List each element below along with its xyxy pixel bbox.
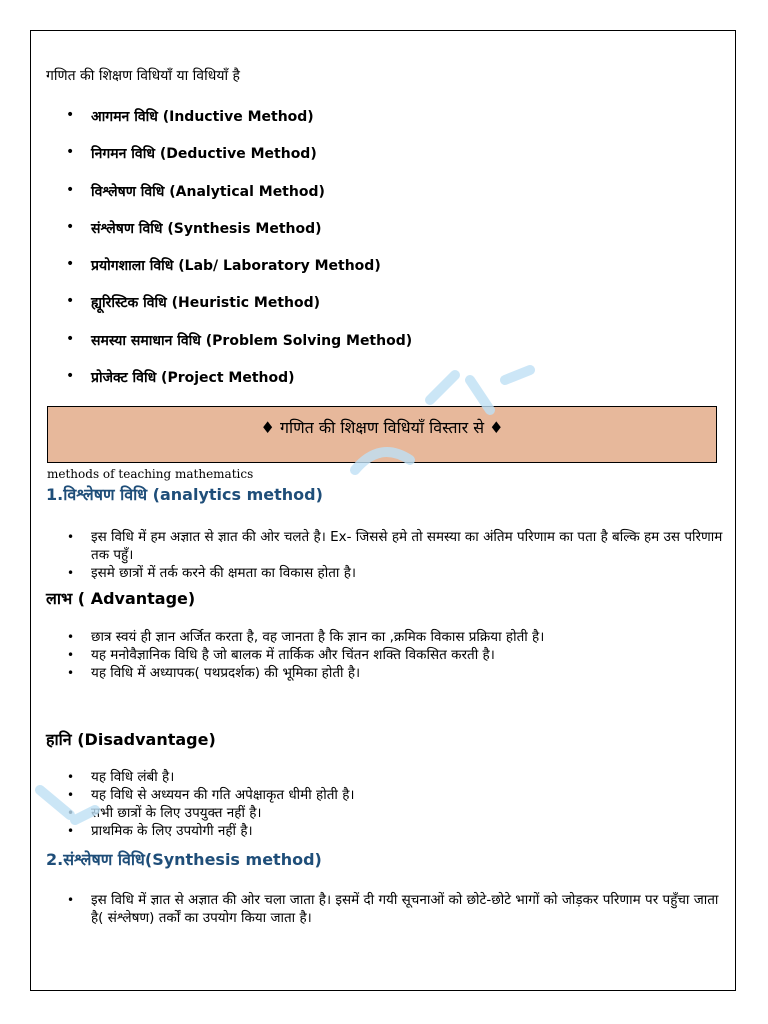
list-item: • आगमन विधि (Inductive Method) [91, 107, 412, 144]
english-caption: methods of teaching mathematics [47, 467, 254, 481]
list-item: • समस्या समाधान विधि (Problem Solving Method) [91, 331, 412, 368]
list-item: • यह मनोवैज्ञानिक विधि है जो बालक में तार्किक और चिंतन शक्ति विकसित करती है। [91, 646, 731, 664]
list-item: • ह्यूरिस्टिक विधि (Heuristic Method) [91, 293, 412, 330]
list-item: • प्रोजेक्ट विधि (Project Method) [91, 368, 412, 405]
analytic-points [91, 528, 731, 582]
advantage-title: लाभ ( Advantage) [46, 589, 196, 608]
list-item: • यह विधि से अध्ययन की गति अपेक्षाकृत धीमी होती है। [91, 786, 731, 804]
advantage-points [91, 628, 731, 682]
document-page [30, 30, 736, 991]
section-banner: ♦ गणित की शिक्षण विधियाँ विस्तार से ♦ [47, 406, 717, 463]
synthesis-points [91, 891, 731, 927]
list-item: • यह विधि में अध्यापक( पथप्रदर्शक) की भूमिका होती है। [91, 664, 731, 682]
list-item: • विश्लेषण विधि (Analytical Method) [91, 182, 412, 219]
list-item: • यह विधि लंबी है। [91, 768, 731, 786]
list-item: • सभी छात्रों के लिए उपयुक्त नहीं है। [91, 804, 731, 822]
list-item: • इसमे छात्रों में तर्क करने की क्षमता का विकास होता है। [91, 564, 731, 582]
list-item: • छात्र स्वयं ही ज्ञान अर्जित करता है, वह जानता है कि ज्ञान का ,क्रमिक विकास प्रक्रिया होती है। [91, 628, 731, 646]
disadvantage-points [91, 768, 731, 840]
disadvantage-title: हानि (Disadvantage) [46, 730, 216, 749]
list-item: • प्रयोगशाला विधि (Lab/ Laboratory Method) [91, 256, 412, 293]
list-item: • इस विधि में ज्ञात से अज्ञात की ओर चला जाता है। इसमें दी गयी सूचनाओं को छोटे-छोटे भागों को जोड़कर परिणाम पर पहुँचा जाता है( संश्लेषण) तर्कों का उपयोग किया जाता है। [91, 891, 731, 927]
methods-list [91, 107, 412, 405]
list-item: • प्राथमिक के लिए उपयोगी नहीं है। [91, 822, 731, 840]
intro-text: गणित की शिक्षण विधियाँ या विधियाँ है [46, 68, 240, 84]
list-item: • निगमन विधि (Deductive Method) [91, 144, 412, 181]
analytic-heading: 1.विश्लेषण विधि (analytics method) [46, 485, 323, 504]
list-item: • इस विधि में हम अज्ञात से ज्ञात की ओर चलते है। Ex- जिससे हमे तो समस्या का अंतिम परिणाम का पता है बल्कि हम उस परिणाम तक पहुँ। [91, 528, 731, 564]
synthesis-heading: 2.संश्लेषण विधि(Synthesis method) [46, 850, 322, 869]
list-item: • संश्लेषण विधि (Synthesis Method) [91, 219, 412, 256]
